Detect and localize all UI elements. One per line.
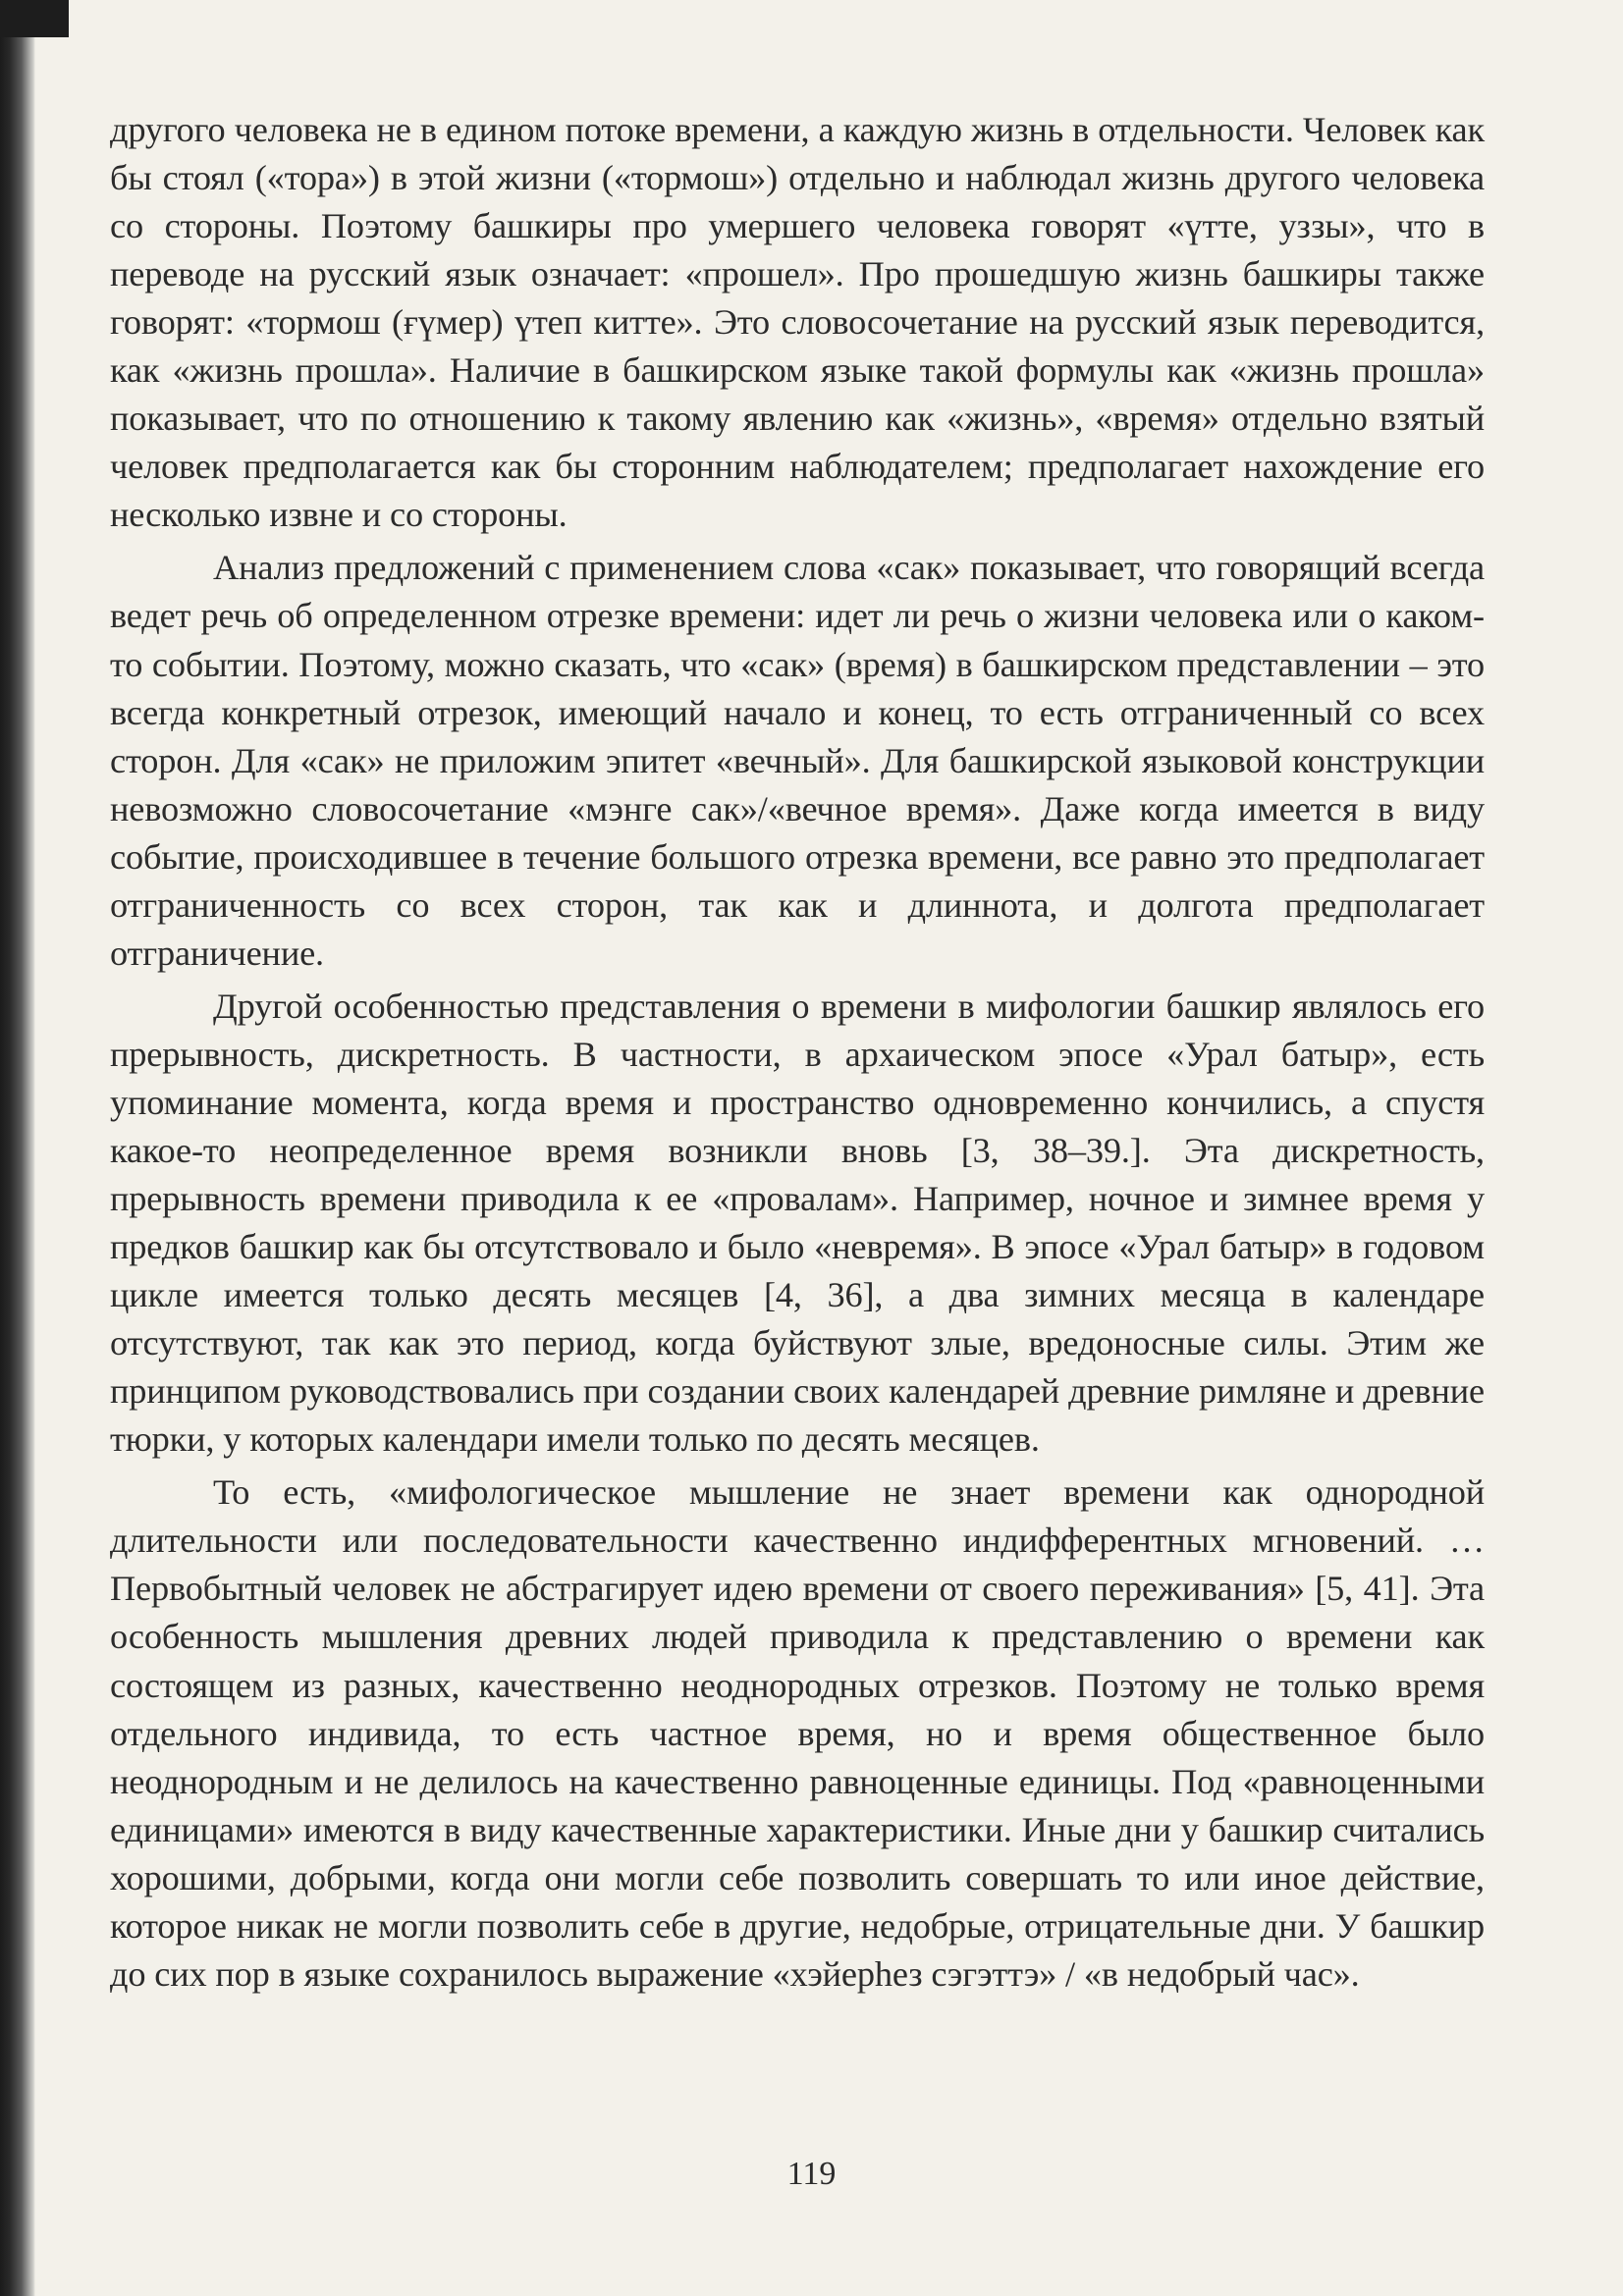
paragraph-4: То есть, «мифологическое мышление не знает времени как однородной длительности или последовательности качественно индифферентных мгновений. … Первобытный человек не абстрагирует идею времени от своего переживания» [5, 41]. Эта особенность мышления древних людей приводила к представлению о времени как состоящем из разных, качественно неоднородных отрезков. Поэтому не только время отдельного индивида, то есть частное время, но и время общественное было неоднородным и не делилось на качественно равноценные единицы. Под «равноценными единицами» имеются в виду качественные характеристики. Иные дни у башкир считались хорошими, добрыми, когда они могли себе позволить совершать то или иное действие, которое никак не могли позволить себе в другие, недобрые, отрицательные дни. У башкир до сих пор в языке сохранилось выражение «хэйерhез сэгэттэ» / «в недобрый час». bbox=[110, 1472, 1485, 1994]
paragraph-2: Анализ предложений с применением слова «сак» показывает, что говорящий всегда ведет речь об определенном отрезке времени: идет ли речь о жизни человека или о каком-то событии. Поэтому, можно сказать, что «сак» (время) в башкирском представлении – это всегда конкретный отрезок, имеющий начало и конец, то есть отграниченный со всех сторон. Для «сак» не приложим эпитет «вечный». Для башкирской языковой конструкции невозможно словосочетание «мэнге сак»/«вечное время». Даже когда имеется в виду событие, происходившее в течение большого отрезка времени, все равно это предполагает отграниченность со всех сторон, так как и длиннота, и долгота предполагает отграничение. bbox=[110, 548, 1485, 973]
page-number: 119 bbox=[786, 2156, 837, 2192]
paragraph-1: другого человека не в едином потоке времени, а каждую жизнь в отдельности. Человек как бы стоял («тора») в этой жизни («тормош») отдельно и наблюдал жизнь другого человека со стороны. Поэтому башкиры про умершего человека говорят «үтте, уззы», что в переводе на русский язык означает: «прошел». Про прошедшую жизнь башкиры также говорят: «тормош (ғүмер) үтеп китте». Это словосочетание на русский язык переводится, как «жизнь прошла». Наличие в башкирском языке такой формулы как «жизнь прошла» показывает, что по отношению к такому явлению как «жизнь», «время» отдельно взятый человек предполагается как бы сторонним наблюдателем; предполагает нахождение его несколько извне и со стороны. bbox=[110, 110, 1485, 535]
page-corner-shadow bbox=[0, 0, 69, 37]
body-text bbox=[110, 106, 1485, 1999]
paragraph-3: Другой особенностью представления о времени в мифологии башкир являлось его прерывность, дискретность. В частности, в архаическом эпосе «Урал батыр», есть упоминание момента, когда время и пространство одновременно кончились, а спустя какое-то неопределенное время возникли вновь [3, 38–39.]. Эта дискретность, прерывность времени приводила к ее «провалам». Например, ночное и зимнее время у предков башкир как бы отсутствовало и было «невремя». В эпосе «Урал батыр» в годовом цикле имеется только десять месяцев [4, 36], а два зимних месяца в календаре отсутствуют, так как это период, когда буйствуют злые, вредоносные силы. Этим же принципом руководствовались при создании своих календарей древние римляне и древние тюрки, у которых календари имели только по десять месяцев. bbox=[110, 986, 1485, 1460]
page-binding-shadow bbox=[0, 0, 35, 2296]
